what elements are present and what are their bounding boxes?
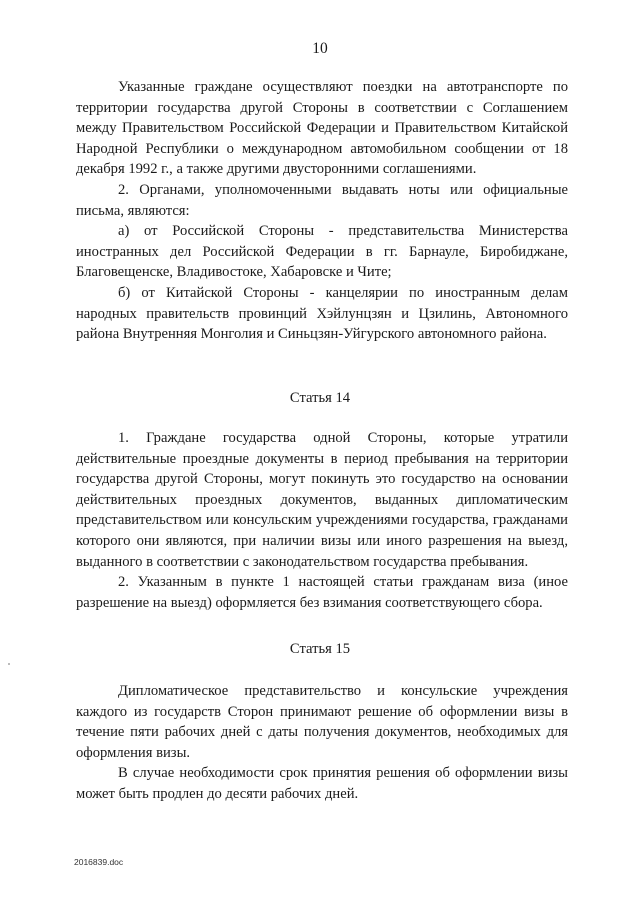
paragraph: 1. Граждане государства одной Стороны, которые утратили действительные проездные документы в период пребывания на территории государства другой Стороны, могут покинуть это государство на основании действительных проездных документов, выданных дипломатическим представительством или консульским учреждениями государства, гражданами которого они являются, при наличии визы или иного разрешения на выезд, выданного в соответствии с законодательством государства пребывания.: [76, 430, 568, 570]
paragraph: Указанные граждане осуществляют поездки на автотранспорте по территории государства другой Стороны в соответствии с Соглашением между Правительством Российской Федерации и Правительством Китайской Народной Республики о международном автомобильном сообщении от 18 декабря 1992 г., а также другими двусторонними соглашениями.: [76, 79, 568, 178]
paragraph: 2. Органами, уполномоченными выдавать ноты или официальные письма, являются:: [76, 181, 568, 219]
page-number: 10: [312, 40, 328, 57]
paragraph: Дипломатическое представительство и консульские учреждения каждого из государств Сторон принимают решение об оформлении визы в течение пяти рабочих дней с даты получения документов, необходимых для оформления визы.: [76, 683, 568, 761]
file-name-footer: 2016839.doc: [74, 857, 124, 867]
intro-section: [76, 77, 568, 345]
article-15-heading: Статья 15: [289, 641, 351, 657]
paragraph: а) от Российской Стороны - представительства Министерства иностранных дел Российской Федерации в гг. Барнауле, Биробиджане, Благовещенске, Владивостоке, Хабаровске и Чите;: [76, 223, 568, 281]
paragraph: В случае необходимости срок принятия решения об оформлении визы может быть продлен до десяти рабочих дней.: [76, 765, 568, 802]
article-15-body: [76, 681, 568, 805]
article-14-heading: Статья 14: [289, 390, 351, 406]
scan-mark: [8, 663, 10, 665]
paragraph: б) от Китайской Стороны - канцелярии по иностранным делам народных правительств провинций Хэйлунцзян и Цзилинь, Автономного района Внутренняя Монголия и Синьцзян-Уйгурского автономного района.: [76, 284, 568, 343]
paragraph: 2. Указанным в пункте 1 настоящей статьи гражданам виза (иное разрешение на выезд) оформляется без взимания соответствующего сбора.: [76, 574, 568, 611]
article-14-body: [76, 428, 568, 613]
